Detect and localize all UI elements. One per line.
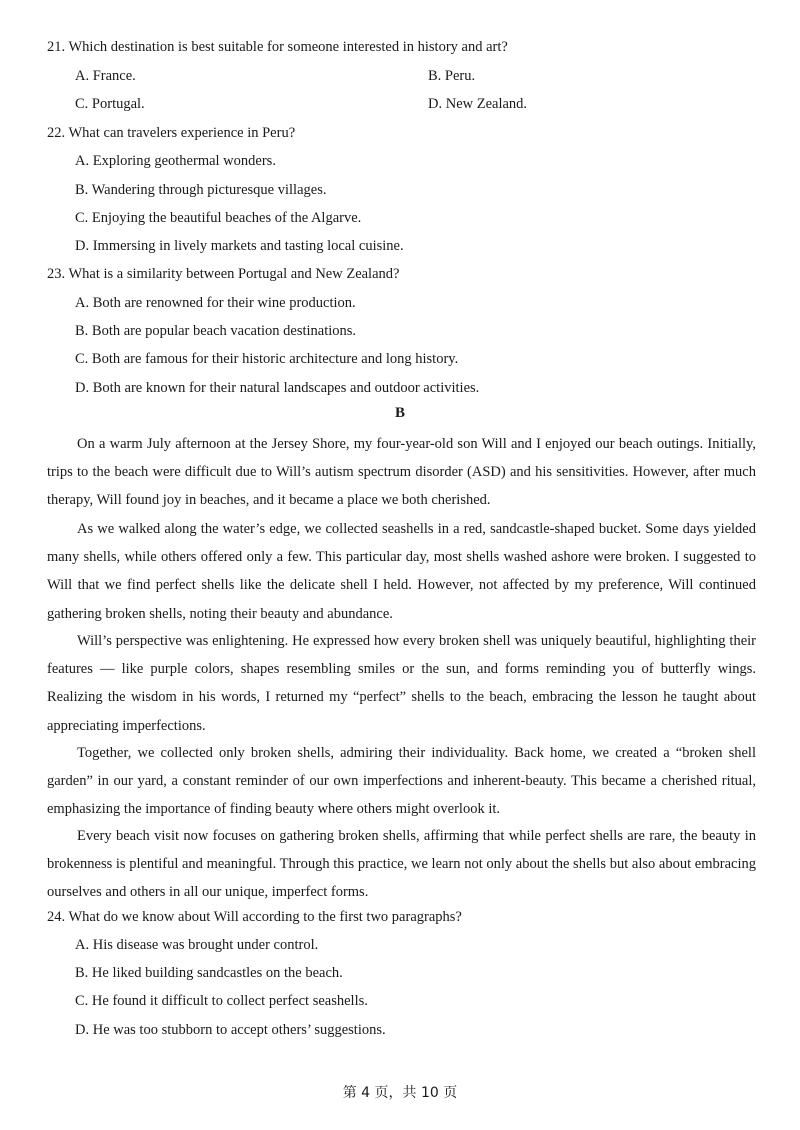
question-24-option-d: D. He was too stubborn to accept others’ suggestions. — [75, 1022, 386, 1038]
question-21-option-b: B. Peru. — [428, 68, 476, 84]
question-23-option-d: D. Both are known for their natural landscapes and outdoor activities. — [75, 380, 480, 396]
question-21-option-c: C. Portugal. — [75, 96, 145, 112]
question-21-option-a: A. France. — [75, 68, 136, 84]
question-24-option-a: A. His disease was brought under control. — [75, 937, 319, 953]
question-24-option-c: C. He found it difficult to collect perfect seashells. — [75, 993, 368, 1009]
question-22-stem: 22. What can travelers experience in Peru? — [47, 125, 296, 141]
section-b-heading: B — [394, 405, 405, 421]
passage-paragraph-2: As we walked along the water’s edge, we collected seashells in a red, sandcastle-shaped bucket. Some days yielded many shells, while others offered only a few. This particular day, most shells washed ashore were broken. I suggested to Will that we find perfect shells like the delicate shell I held. However, not affected by my preference, Will continued gathering broken shells, noting their beauty and abundance. — [47, 521, 756, 622]
question-22-option-d: D. Immersing in lively markets and tasting local cuisine. — [75, 238, 404, 254]
question-22-option-a: A. Exploring geothermal wonders. — [75, 153, 276, 169]
page-number-footer: 第 4 页，共 10 页 — [342, 1085, 458, 1101]
question-23-option-b: B. Both are popular beach vacation destinations. — [75, 323, 357, 339]
passage-paragraph-5: Every beach visit now focuses on gathering broken shells, affirming that while perfect shells are rare, the beauty in brokenness is plentiful and meaningful. Through this practice, we learn not only about the shells but also about embracing ourselves and others in all our unique, imperfect forms. — [47, 828, 756, 901]
passage-paragraph-3: Will’s perspective was enlightening. He expressed how every broken shell was uniquely beautiful, highlighting their features — like purple colors, shapes resembling smiles or the sun, and forms reminding you of butterfly wings. Realizing the wisdom in his words, I returned my “perfect” shells to the beach, embracing the lesson he taught about appreciating imperfections. — [47, 633, 756, 734]
question-23-stem: 23. What is a similarity between Portugal and New Zealand? — [47, 266, 400, 282]
question-22-option-c: C. Enjoying the beautiful beaches of the Algarve. — [75, 210, 362, 226]
question-23-option-c: C. Both are famous for their historic architecture and long history. — [75, 351, 459, 367]
question-21-option-d: D. New Zealand. — [428, 96, 528, 112]
question-24-stem: 24. What do we know about Will according to the first two paragraphs? — [47, 909, 462, 925]
passage-paragraph-4: Together, we collected only broken shells, admiring their individuality. Back home, we created a “broken shell garden” in our yard, a constant reminder of our own imperfections and inherent-beauty. This became a cherished ritual, emphasizing the importance of finding beauty where others might overlook it. — [47, 745, 756, 818]
passage-paragraph-1: On a warm July afternoon at the Jersey Shore, my four-year-old son Will and I enjoyed our beach outings. Initially, trips to the beach were difficult due to Will’s autism spectrum disorder (ASD) and his sensitivities. However, after much therapy, Will found joy in beaches, and it became a place we both cherished. — [47, 436, 756, 509]
question-21-stem: 21. Which destination is best suitable for someone interested in history and art? — [47, 39, 508, 55]
question-22-option-b: B. Wandering through picturesque villages. — [75, 182, 327, 198]
question-23-option-a: A. Both are renowned for their wine production. — [75, 295, 356, 311]
question-24-option-b: B. He liked building sandcastles on the beach. — [75, 965, 343, 981]
